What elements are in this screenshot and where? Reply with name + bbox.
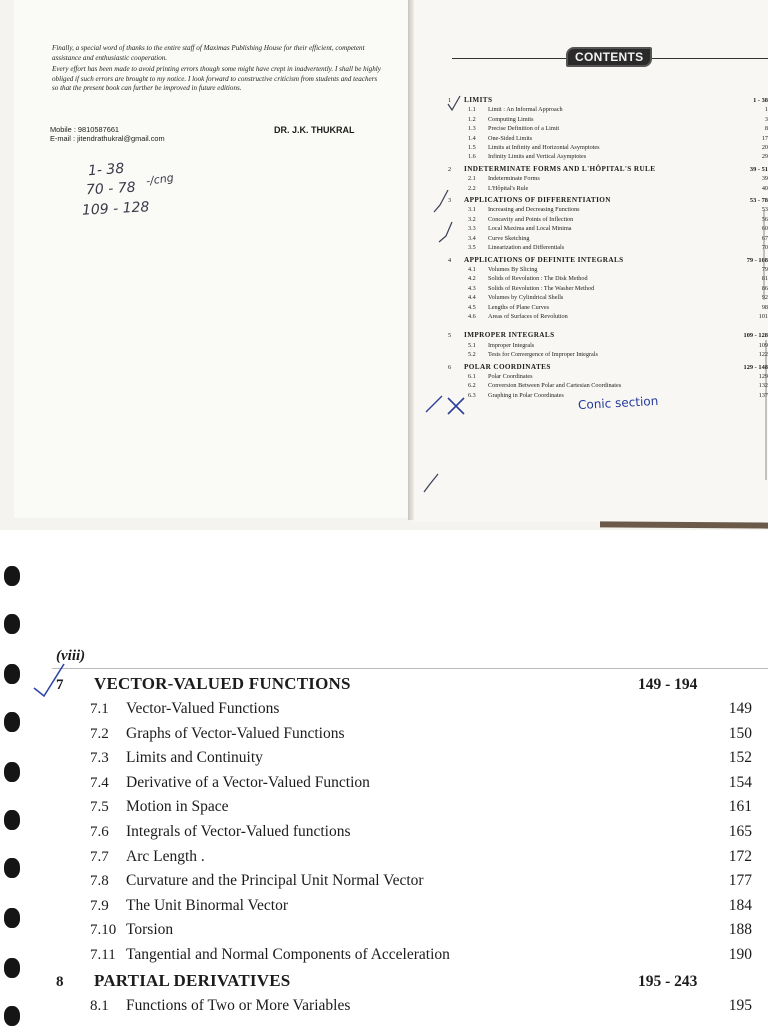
- chapter-title: PARTIAL DERIVATIVES: [94, 970, 291, 990]
- section-row: [448, 224, 768, 233]
- section-title: Tests for Convergence of Improper Integrals: [488, 351, 598, 359]
- section-page: 1: [764, 106, 768, 114]
- section-page: 86: [761, 284, 768, 292]
- section-number: 4.5: [468, 303, 476, 311]
- handwritten-note: 109 - 128: [81, 199, 150, 219]
- section-number: 8.1: [90, 997, 109, 1014]
- section-row: [448, 381, 768, 390]
- section-title: Curvature and the Principal Unit Normal Vector: [126, 872, 424, 890]
- section-title: Volumes by Cylindrical Shells: [488, 294, 564, 302]
- page-number: (viii): [56, 648, 86, 664]
- section-page: 132: [758, 382, 768, 390]
- chapter-title: INDETERMINATE FORMS AND L'HÔPITAL'S RULE: [464, 164, 656, 173]
- section-page: 109: [758, 341, 768, 349]
- section-page: 8: [764, 125, 768, 133]
- chapter-pages: 53 - 78: [749, 197, 768, 205]
- section-page: 81: [761, 275, 768, 283]
- section-row: [448, 215, 768, 224]
- chapter-pages: 109 - 128: [743, 332, 768, 340]
- chapter-row: [448, 165, 768, 174]
- author-name: DR. J.K. THUKRAL: [274, 125, 355, 135]
- section-row: [50, 774, 768, 799]
- section-page: 137: [758, 391, 768, 399]
- contents-page-viii: [0, 534, 768, 1024]
- chapter-row: [448, 363, 768, 372]
- section-page: 161: [728, 798, 752, 816]
- section-page: 29: [761, 153, 768, 161]
- section-number: 4.3: [468, 284, 476, 292]
- preface-paragraph: Every effort has been made to avoid printing errors though some might have crept in inadvertently. I shall be highly obliged if such errors are brought to my notice. I look forward to constructive criticism from students and teachers so that the present book can further be improved in future editions.: [52, 65, 381, 93]
- section-row: [448, 303, 768, 312]
- section-title: Limits at Infinity and Horizontal Asymptotes: [488, 144, 600, 152]
- section-title: Graphing in Polar Coordinates: [488, 391, 564, 399]
- section-page: 101: [758, 312, 768, 320]
- section-row: [448, 293, 768, 302]
- section-number: 3.3: [468, 225, 476, 233]
- section-row: [50, 798, 768, 823]
- binding-hole: [4, 858, 20, 878]
- section-page: 154: [728, 773, 752, 791]
- section-title: Increasing and Decreasing Functions: [488, 206, 580, 214]
- section-row: [448, 312, 768, 321]
- chapter-row: [50, 674, 768, 700]
- binding-hole: [4, 712, 20, 732]
- section-number: 7.6: [90, 823, 109, 840]
- chapter-pages: 195 - 243: [638, 972, 698, 990]
- section-row: [448, 124, 768, 133]
- binding-hole: [4, 762, 20, 782]
- section-page: 188: [728, 921, 752, 939]
- section-row: [448, 372, 768, 381]
- section-row: [50, 700, 768, 725]
- chapter-number: 8: [56, 973, 64, 990]
- section-row: [50, 872, 768, 897]
- section-title: Curve Sketching: [488, 234, 530, 242]
- section-title: Computing Limits: [488, 115, 534, 123]
- chapter-row: [448, 196, 768, 205]
- section-title: Vector-Valued Functions: [126, 700, 280, 717]
- chapter-pages: 39 - 51: [749, 165, 768, 173]
- binding-hole: [4, 810, 20, 830]
- section-page: 149: [728, 700, 752, 717]
- page-edge: [600, 521, 768, 528]
- section-row: [448, 243, 768, 252]
- section-page: 195: [728, 996, 752, 1014]
- section-page: 20: [761, 144, 768, 152]
- section-number: 3.4: [468, 234, 476, 242]
- section-page: 98: [761, 303, 768, 311]
- section-number: 1.4: [468, 134, 476, 142]
- section-title: Limits and Continuity: [126, 749, 263, 767]
- section-title: Solids of Revolution : The Disk Method: [488, 275, 588, 283]
- section-title: Improper Integrals: [488, 341, 535, 349]
- section-number: 6.2: [468, 382, 476, 390]
- section-number: 7.8: [90, 873, 109, 890]
- section-page: 3: [764, 115, 768, 123]
- section-page: 67: [761, 234, 768, 242]
- section-row: [50, 725, 768, 750]
- header-rule: [52, 668, 768, 669]
- chapter-row: [50, 971, 768, 997]
- section-title: Indeterminate Forms: [488, 175, 540, 183]
- chapter-pages: 79 - 108: [746, 256, 768, 264]
- section-number: 7.5: [90, 799, 109, 816]
- section-row: [448, 265, 768, 274]
- chapter-row: [448, 96, 768, 105]
- chapter-pages: 149 - 194: [638, 676, 698, 693]
- section-title: Solids of Revolution : The Washer Method: [488, 284, 595, 292]
- section-page: 122: [758, 351, 768, 359]
- chapter-number: 1: [448, 97, 452, 104]
- binding-hole: [4, 958, 20, 978]
- section-number: 2.1: [468, 175, 476, 183]
- section-row: [50, 749, 768, 774]
- section-number: 7.1: [90, 701, 109, 717]
- section-number: 5.1: [468, 341, 476, 349]
- section-row: [448, 350, 768, 359]
- section-title: Limit : An Informal Approach: [488, 106, 563, 114]
- handwritten-note: 1- 38: [87, 160, 125, 180]
- section-page: 190: [728, 945, 752, 963]
- section-row: [448, 105, 768, 114]
- contents-heading: CONTENTS: [566, 47, 652, 67]
- chapter-number: 5: [448, 332, 452, 340]
- section-page: 152: [728, 749, 752, 767]
- section-title: One-Sided Limits: [488, 134, 533, 142]
- section-number: 2.2: [468, 184, 476, 192]
- section-number: 7.4: [90, 774, 109, 791]
- section-title: Areas of Surfaces of Revolution: [488, 312, 568, 320]
- chapter-row: [448, 331, 768, 340]
- section-title: Arc Length .: [126, 847, 205, 865]
- section-row: [50, 946, 768, 971]
- chapter-title: IMPROPER INTEGRALS: [464, 331, 555, 340]
- binding-hole: [4, 566, 20, 586]
- chapter-pages: 1 - 38: [753, 97, 768, 104]
- section-page: 165: [728, 822, 752, 840]
- binding-hole: [4, 614, 20, 634]
- mobile-number: Mobile : 9810587661: [50, 125, 120, 134]
- section-page: 56: [761, 215, 768, 223]
- section-page: 70: [761, 244, 768, 252]
- section-number: 6.1: [468, 372, 476, 380]
- section-page: 172: [728, 847, 752, 865]
- section-number: 4.2: [468, 275, 476, 283]
- section-row: [448, 284, 768, 293]
- section-page: 40: [761, 184, 768, 192]
- section-title: Torsion: [126, 921, 174, 939]
- section-row: [448, 234, 768, 243]
- section-title: Conversion Between Polar and Cartesian Coordinates: [488, 382, 622, 390]
- section-title: Infinity Limits and Vertical Asymptotes: [488, 153, 587, 161]
- chapter-title: APPLICATIONS OF DEFINITE INTEGRALS: [464, 255, 624, 264]
- chapter-title: APPLICATIONS OF DIFFERENTIATION: [464, 196, 611, 205]
- section-row: [448, 134, 768, 143]
- section-number: 4.6: [468, 312, 476, 320]
- section-row: [50, 848, 768, 873]
- section-row: [448, 274, 768, 283]
- section-number: 7.9: [90, 897, 109, 914]
- section-title: Lengths of Plane Curves: [488, 303, 550, 311]
- contact-info: [50, 125, 165, 144]
- section-page: 79: [761, 265, 768, 273]
- section-number: 4.1: [468, 265, 476, 273]
- section-number: 1.6: [468, 153, 476, 161]
- section-row: [448, 341, 768, 350]
- section-number: 1.3: [468, 125, 476, 133]
- section-title: Concavity and Points of Inflection: [488, 215, 574, 223]
- section-row: [448, 184, 768, 193]
- contents-list: [448, 96, 768, 400]
- chapter-pages: 129 - 148: [743, 363, 768, 371]
- chapter-number: 2: [448, 165, 452, 173]
- section-number: 7.2: [90, 725, 109, 742]
- section-number: 7.3: [90, 750, 109, 767]
- section-number: 7.11: [90, 946, 116, 963]
- section-title: Polar Coordinates: [488, 372, 533, 380]
- section-number: 7.7: [90, 848, 109, 865]
- binding-hole: [4, 664, 20, 684]
- section-page: 17: [761, 134, 768, 142]
- section-number: 4.4: [468, 294, 476, 302]
- section-number: 1.1: [468, 106, 476, 114]
- section-page: 92: [761, 294, 768, 302]
- section-title: Tangential and Normal Components of Acceleration: [126, 945, 450, 963]
- section-row: [448, 143, 768, 152]
- binding-hole: [4, 908, 20, 928]
- section-row: [50, 997, 768, 1022]
- chapter-title: VECTOR-VALUED FUNCTIONS: [94, 674, 351, 693]
- chapter-number: 4: [448, 256, 452, 264]
- contents-list: [50, 674, 768, 1021]
- chapter-number: 3: [448, 197, 452, 205]
- section-row: [50, 921, 768, 946]
- chapter-number: 6: [448, 363, 452, 371]
- section-title: Functions of Two or More Variables: [126, 996, 351, 1014]
- binding-hole: [4, 1006, 20, 1026]
- handwritten-note: Conic section: [577, 393, 659, 413]
- section-row: [448, 205, 768, 214]
- section-page: 177: [728, 872, 752, 890]
- chapter-title: LIMITS: [464, 96, 493, 104]
- section-number: 6.3: [468, 391, 476, 399]
- section-page: 150: [728, 724, 752, 742]
- email-address: E-mail : jitendrathukral@gmail.com: [50, 134, 165, 144]
- section-page: 129: [758, 372, 768, 380]
- section-number: 1.5: [468, 144, 476, 152]
- section-title: Derivative of a Vector-Valued Function: [126, 773, 370, 791]
- section-title: Motion in Space: [126, 798, 229, 816]
- section-number: 5.2: [468, 351, 476, 359]
- chapter-number: 7: [56, 677, 64, 693]
- section-number: 3.5: [468, 244, 476, 252]
- section-title: The Unit Binormal Vector: [126, 896, 289, 914]
- section-number: 3.2: [468, 215, 476, 223]
- section-row: [448, 115, 768, 124]
- section-page: 184: [728, 896, 752, 914]
- section-number: 7.10: [90, 922, 117, 939]
- section-page: 60: [761, 225, 768, 233]
- section-row: [448, 152, 768, 161]
- chapter-row: [448, 256, 768, 265]
- section-title: Graphs of Vector-Valued Functions: [126, 724, 345, 742]
- section-title: Precise Definition of a Limit: [488, 125, 560, 133]
- section-row: [50, 823, 768, 848]
- handwritten-note: 70 - 78: [85, 179, 136, 199]
- section-page: 39: [761, 175, 768, 183]
- preface-text: [52, 44, 382, 96]
- preface-paragraph: Finally, a special word of thanks to the entire staff of Maximas Publishing House for their efficient, competent assistance and enthusiastic cooperation.: [52, 44, 365, 62]
- section-page: 53: [761, 206, 768, 214]
- section-row: [448, 174, 768, 183]
- section-title: Linearization and Differentials: [488, 244, 565, 252]
- binding-holes: [0, 534, 22, 1024]
- section-row: [50, 897, 768, 922]
- section-number: 3.1: [468, 206, 476, 214]
- section-title: L'Hôpital's Rule: [488, 184, 529, 192]
- chapter-title: POLAR COORDINATES: [464, 362, 551, 371]
- handwritten-note: -/cng: [145, 171, 175, 188]
- section-title: Local Maxima and Local Minima: [488, 225, 572, 233]
- section-title: Volumes By Slicing: [488, 265, 538, 273]
- section-number: 1.2: [468, 115, 476, 123]
- section-title: Integrals of Vector-Valued functions: [126, 822, 351, 840]
